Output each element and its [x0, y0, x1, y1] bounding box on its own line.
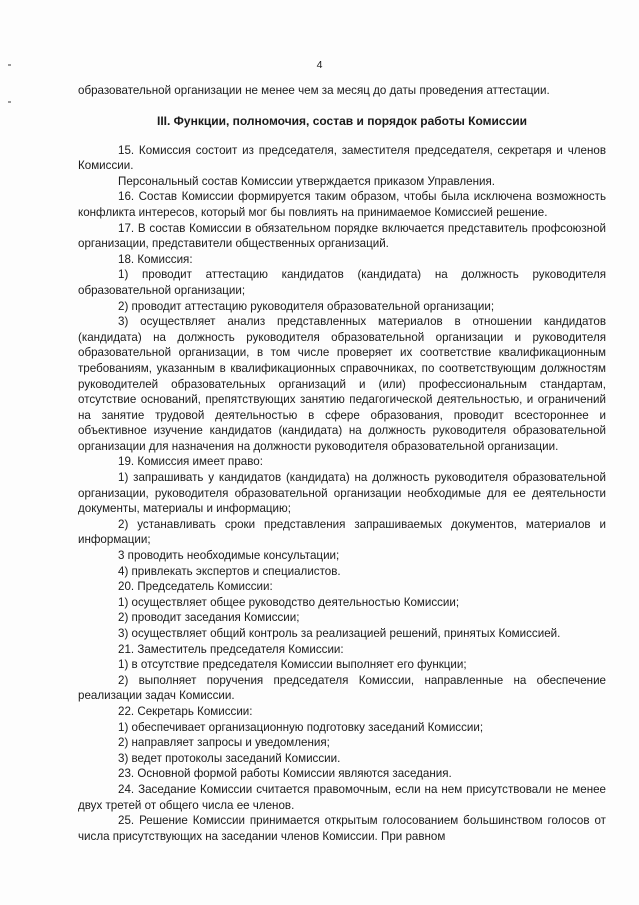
- paragraph: 2) выполняет поручения председателя Комиссии, направленные на обеспечение реализации задач Комиссии.: [78, 673, 606, 703]
- paragraph: 23. Основной формой работы Комиссии являются заседания.: [118, 767, 452, 781]
- paragraph: 17. В состав Комиссии в обязательном порядке включается представитель профсоюзной организации, представители общественных организаций.: [78, 221, 606, 251]
- scan-artifact: [8, 101, 11, 103]
- paragraph: 21. Заместитель председателя Комиссии:: [118, 642, 344, 656]
- paragraph-list: [78, 143, 606, 845]
- page-number: 4: [316, 59, 323, 71]
- paragraph: 24. Заседание Комиссии считается правомочным, если на нем присутствовали не менее двух третей от общего числа ее членов.: [78, 782, 606, 812]
- paragraph: 2) проводит аттестацию руководителя образовательной организации;: [118, 299, 495, 313]
- paragraph: Персональный состав Комиссии утверждается приказом Управления.: [118, 174, 495, 188]
- paragraph: 2) устанавливать сроки представления запрашиваемых документов, материалов и информации;: [78, 517, 606, 547]
- section-heading: III. Функции, полномочия, состав и порядок работы Комиссии: [156, 113, 527, 128]
- paragraph: 1) обеспечивает организационную подготовку заседаний Комиссии;: [118, 720, 484, 734]
- paragraph: 1) запрашивать у кандидатов (кандидата) на должность руководителя образовательной организации, руководителя образовательной организации необходимые для ее деятельности документы, материалы и информацию;: [78, 471, 606, 516]
- paragraph: 18. Комиссия:: [118, 252, 193, 266]
- paragraph: 4) привлекать экспертов и специалистов.: [118, 564, 341, 578]
- paragraph: 3) осуществляет анализ представленных материалов в отношении кандидатов (кандидата) на должность руководителя образовательной организации и руководителя образовательной организации, в том числе проверяет их соответствие квалификационным требованиям, указанным в квалификационных справочниках, по соответствующим должностям руководителей образовательных организаций и (или) профессиональным стандартам, отсутствие оснований, препятствующих занятию педагогической деятельностью, и ограничений на занятие трудовой деятельностью в сфере образования, проводит всестороннее и объективное изучение кандидатов (кандидата) на должность руководителя образовательной организации для назначения на должности руководителя образовательной организации.: [78, 315, 606, 453]
- paragraph: 16. Состав Комиссии формируется таким образом, чтобы была исключена возможность конфликта интересов, который мог бы повлиять на принимаемое Комиссией решение.: [78, 190, 606, 219]
- paragraph: 1) проводит аттестацию кандидатов (кандидата) на должность руководителя образовательной организации;: [78, 268, 606, 297]
- paragraph: 20. Председатель Комиссии:: [118, 580, 273, 594]
- paragraph: 2) направляет запросы и уведомления;: [118, 736, 330, 750]
- paragraph: 3) ведет протоколы заседаний Комиссии.: [118, 751, 341, 765]
- paragraph: 15. Комиссия состоит из председателя, заместителя председателя, секретаря и членов Комиссии.: [78, 143, 606, 173]
- paragraph: 19. Комиссия имеет право:: [118, 455, 263, 469]
- paragraph: 22. Секретарь Комиссии:: [118, 704, 253, 718]
- paragraph: 25. Решение Комиссии принимается открытым голосованием большинством голосов от числа присутствующих на заседании членов Комиссии. При равном: [78, 814, 606, 843]
- intro-line: образовательной организации не менее чем за месяц до даты проведения аттестации.: [78, 84, 550, 97]
- paragraph: 3) осуществляет общий контроль за реализацией решений, принятых Комиссией.: [118, 627, 561, 640]
- paragraph: 1) осуществляет общее руководство деятельностью Комиссии;: [118, 595, 460, 609]
- document-body: [78, 83, 606, 844]
- paragraph: 1) в отсутствие председателя Комиссии выполняет его функции;: [118, 658, 467, 672]
- paragraph: 2) проводит заседания Комиссии;: [118, 611, 300, 625]
- paragraph: 3 проводить необходимые консультации;: [118, 549, 340, 563]
